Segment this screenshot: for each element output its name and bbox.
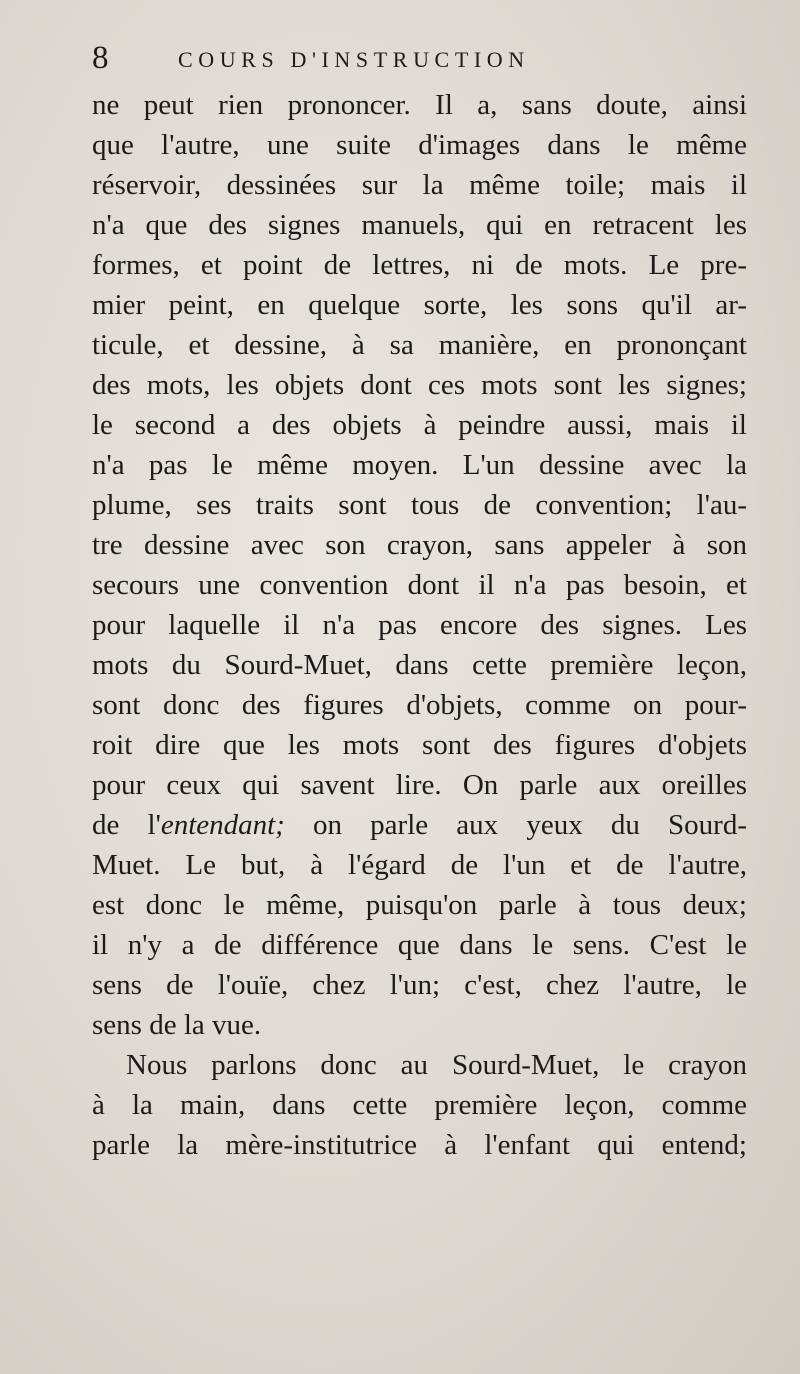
running-title: COURS D'INSTRUCTION [178, 47, 530, 72]
text-line: des mots, les objets dont ces mots sont les signes; [92, 369, 747, 401]
text-line: mier peint, en quelque sorte, les sons qu'il ar- [92, 289, 747, 321]
text-line: à la main, dans cette première leçon, comme [92, 1089, 747, 1121]
text-line: réservoir, dessinées sur la même toile; mais il [92, 169, 747, 201]
page-number: 8 [92, 40, 109, 76]
text-line: n'a que des signes manuels, qui en retracent les [92, 209, 747, 241]
text-line: sens de l'ouïe, chez l'un; c'est, chez l'autre, le [92, 969, 747, 1001]
text-line: formes, et point de lettres, ni de mots. Le pre- [92, 249, 747, 281]
text-line: il n'y a de différence que dans le sens. C'est le [92, 929, 747, 961]
text-line: parle la mère-institutrice à l'enfant qui entend; [92, 1129, 747, 1161]
text-segment: on parle aux yeux du Sourd- [284, 809, 747, 841]
text-line: pour laquelle il n'a pas encore des signes. Les [92, 609, 747, 641]
text-line: plume, ses traits sont tous de convention; l'au- [92, 489, 747, 521]
text-line: que l'autre, une suite d'images dans le même [92, 129, 747, 161]
text-line: tre dessine avec son crayon, sans appeler à son [92, 529, 747, 561]
italic-term: entendant; [160, 809, 285, 841]
text-line-with-italic [92, 805, 747, 845]
text-line: n'a pas le même moyen. L'un dessine avec la [92, 449, 747, 481]
body-text [92, 85, 747, 1165]
text-line: roit dire que les mots sont des figures d'objets [92, 729, 747, 761]
text-line: le second a des objets à peindre aussi, mais il [92, 409, 747, 441]
text-line: Muet. Le but, à l'égard de l'un et de l'autre, [92, 849, 747, 881]
text-line: ticule, et dessine, à sa manière, en prononçant [92, 329, 747, 361]
text-line: secours une convention dont il n'a pas besoin, et [92, 569, 747, 601]
text-segment: de l' [92, 809, 161, 841]
page-header [92, 38, 762, 78]
paragraph-start-line: Nous parlons donc au Sourd-Muet, le crayon [126, 1049, 747, 1081]
text-line: sont donc des figures d'objets, comme on pour- [92, 689, 747, 721]
text-line: est donc le même, puisqu'on parle à tous deux; [92, 889, 747, 921]
text-line: mots du Sourd-Muet, dans cette première leçon, [92, 649, 747, 681]
text-line: ne peut rien prononcer. Il a, sans doute, ainsi [92, 89, 747, 121]
text-line: pour ceux qui savent lire. On parle aux oreilles [92, 769, 747, 801]
paragraph-end-line: sens de la vue. [92, 1009, 262, 1041]
